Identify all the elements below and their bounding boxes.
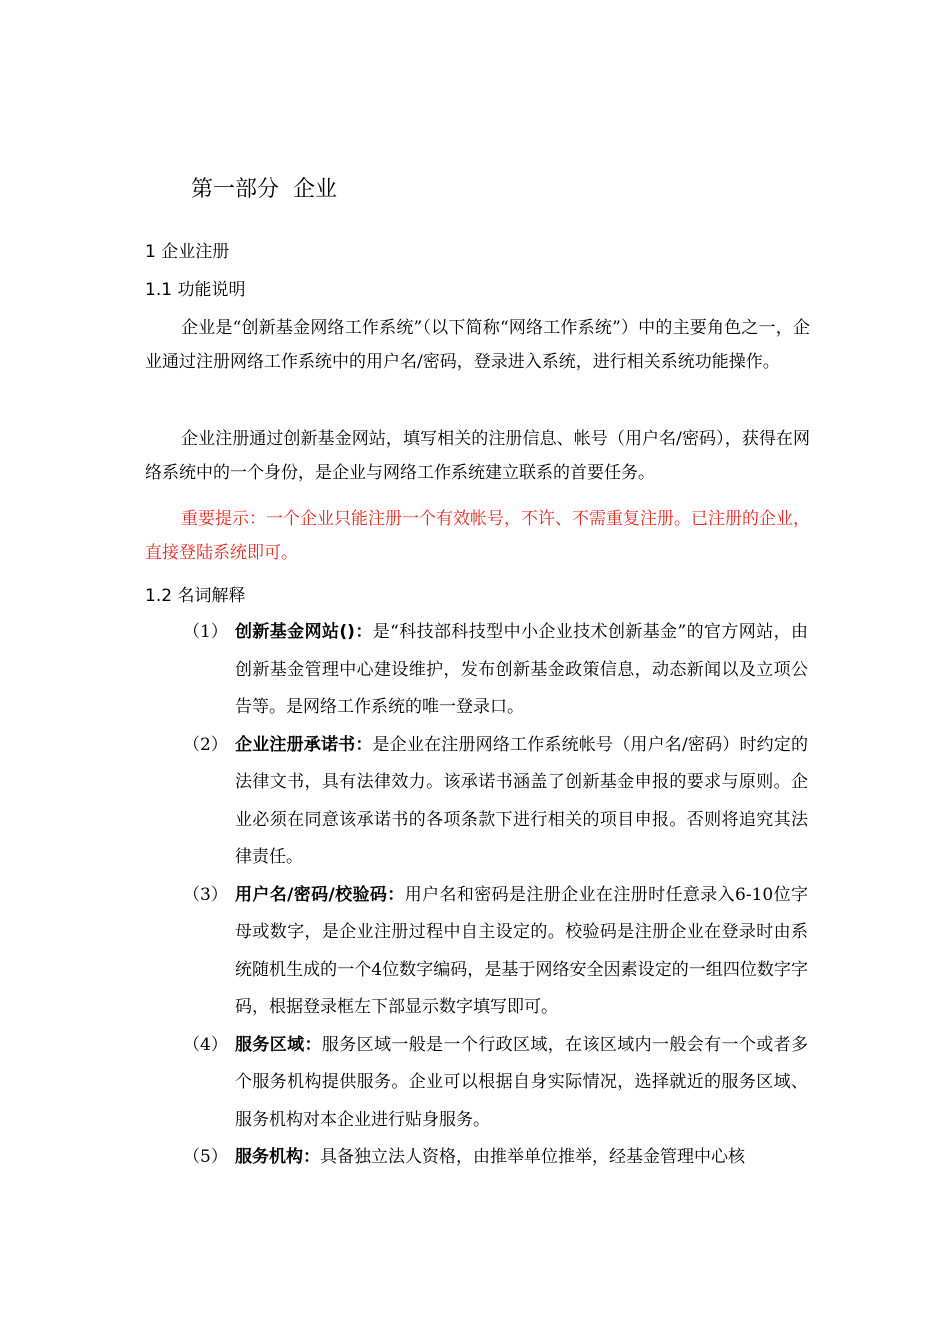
definition-body [235,1139,808,1177]
definition-body [235,1027,808,1140]
definition-term: 用户名/密码/校验码 [235,884,388,905]
definition-separator: ： [355,734,373,755]
definition-list [0,614,950,1177]
important-notice: 重要提示：一个企业只能注册一个有效帐号，不许、不需重复注册。已注册的企业，直接登陆系统即可。 [145,509,810,563]
definition-term: 服务区域 [235,1034,305,1055]
definition-number: （5） [183,1147,228,1167]
definition-term: 创新基金网站() [235,622,355,642]
definition-number: （4） [183,1034,228,1055]
definition-number: （3） [183,884,228,905]
definition-item [0,1027,950,1140]
definition-item [0,1139,950,1177]
section-heading-1: 1 企业注册 [145,242,230,262]
definition-body [235,877,808,1027]
section-heading-1-1: 1.1 功能说明 [145,280,246,300]
definition-item [0,727,950,877]
definition-number: （1） [183,622,228,642]
definition-separator: ： [387,884,405,905]
definition-text: 具备独立法人资格，由推举单位推举，经基金管理中心核 [320,1147,745,1167]
definition-separator: ： [304,1034,322,1055]
paragraph-function-description: 企业是“创新基金网络工作系统”（以下简称“网络工作系统”）中的主要角色之一，企业通过注册网络工作系统中的用户名/密码，登录进入系统，进行相关系统功能操作。 [145,318,810,372]
definition-item [0,614,950,727]
definition-separator: ： [354,622,373,642]
definition-text: 是“科技部科技型中小企业技术创新基金”的官方网站，由创新基金管理中心建设维护，发布创新基金政策信息，动态新闻以及立项公告等。是网络工作系统的唯一登录口。 [235,622,808,717]
definition-body [235,614,808,727]
part-title: 第一部分 企业 [191,177,337,202]
definition-number: （2） [183,734,228,755]
definition-item [0,877,950,1027]
definition-text: 是企业在注册网络工作系统帐号（用户名/密码）时约定的法律文书，具有法律效力。该承诺书涵盖了创新基金申报的要求与原则。企业必须在同意该承诺书的各项条款下进行相关的项目申报。否则将追究其法律责任。 [235,734,809,867]
definition-term: 企业注册承诺书 [235,734,356,755]
definition-term: 服务机构 [235,1147,303,1167]
definition-text: 服务区域一般是一个行政区域，在该区域内一般会有一个或者多个服务机构提供服务。企业可以根据自身实际情况，选择就近的服务区域、服务机构对本企业进行贴身服务。 [235,1034,808,1130]
section-heading-1-2: 1.2 名词解释 [145,586,246,606]
definition-body [235,727,808,877]
definition-separator: ： [303,1147,320,1167]
definition-text: 用户名和密码是注册企业在注册时任意录入6-10位字母或数字，是企业注册过程中自主设定的。校验码是注册企业在登录时由系统随机生成的一个4位数字编码，是基于网络安全因素设定的一组四位数字字码，根据登录框左下部显示数字填写即可。 [235,884,808,1017]
paragraph-registration-purpose: 企业注册通过创新基金网站，填写相关的注册信息、帐号（用户名/密码），获得在网络系统中的一个身份，是企业与网络工作系统建立联系的首要任务。 [145,429,810,483]
